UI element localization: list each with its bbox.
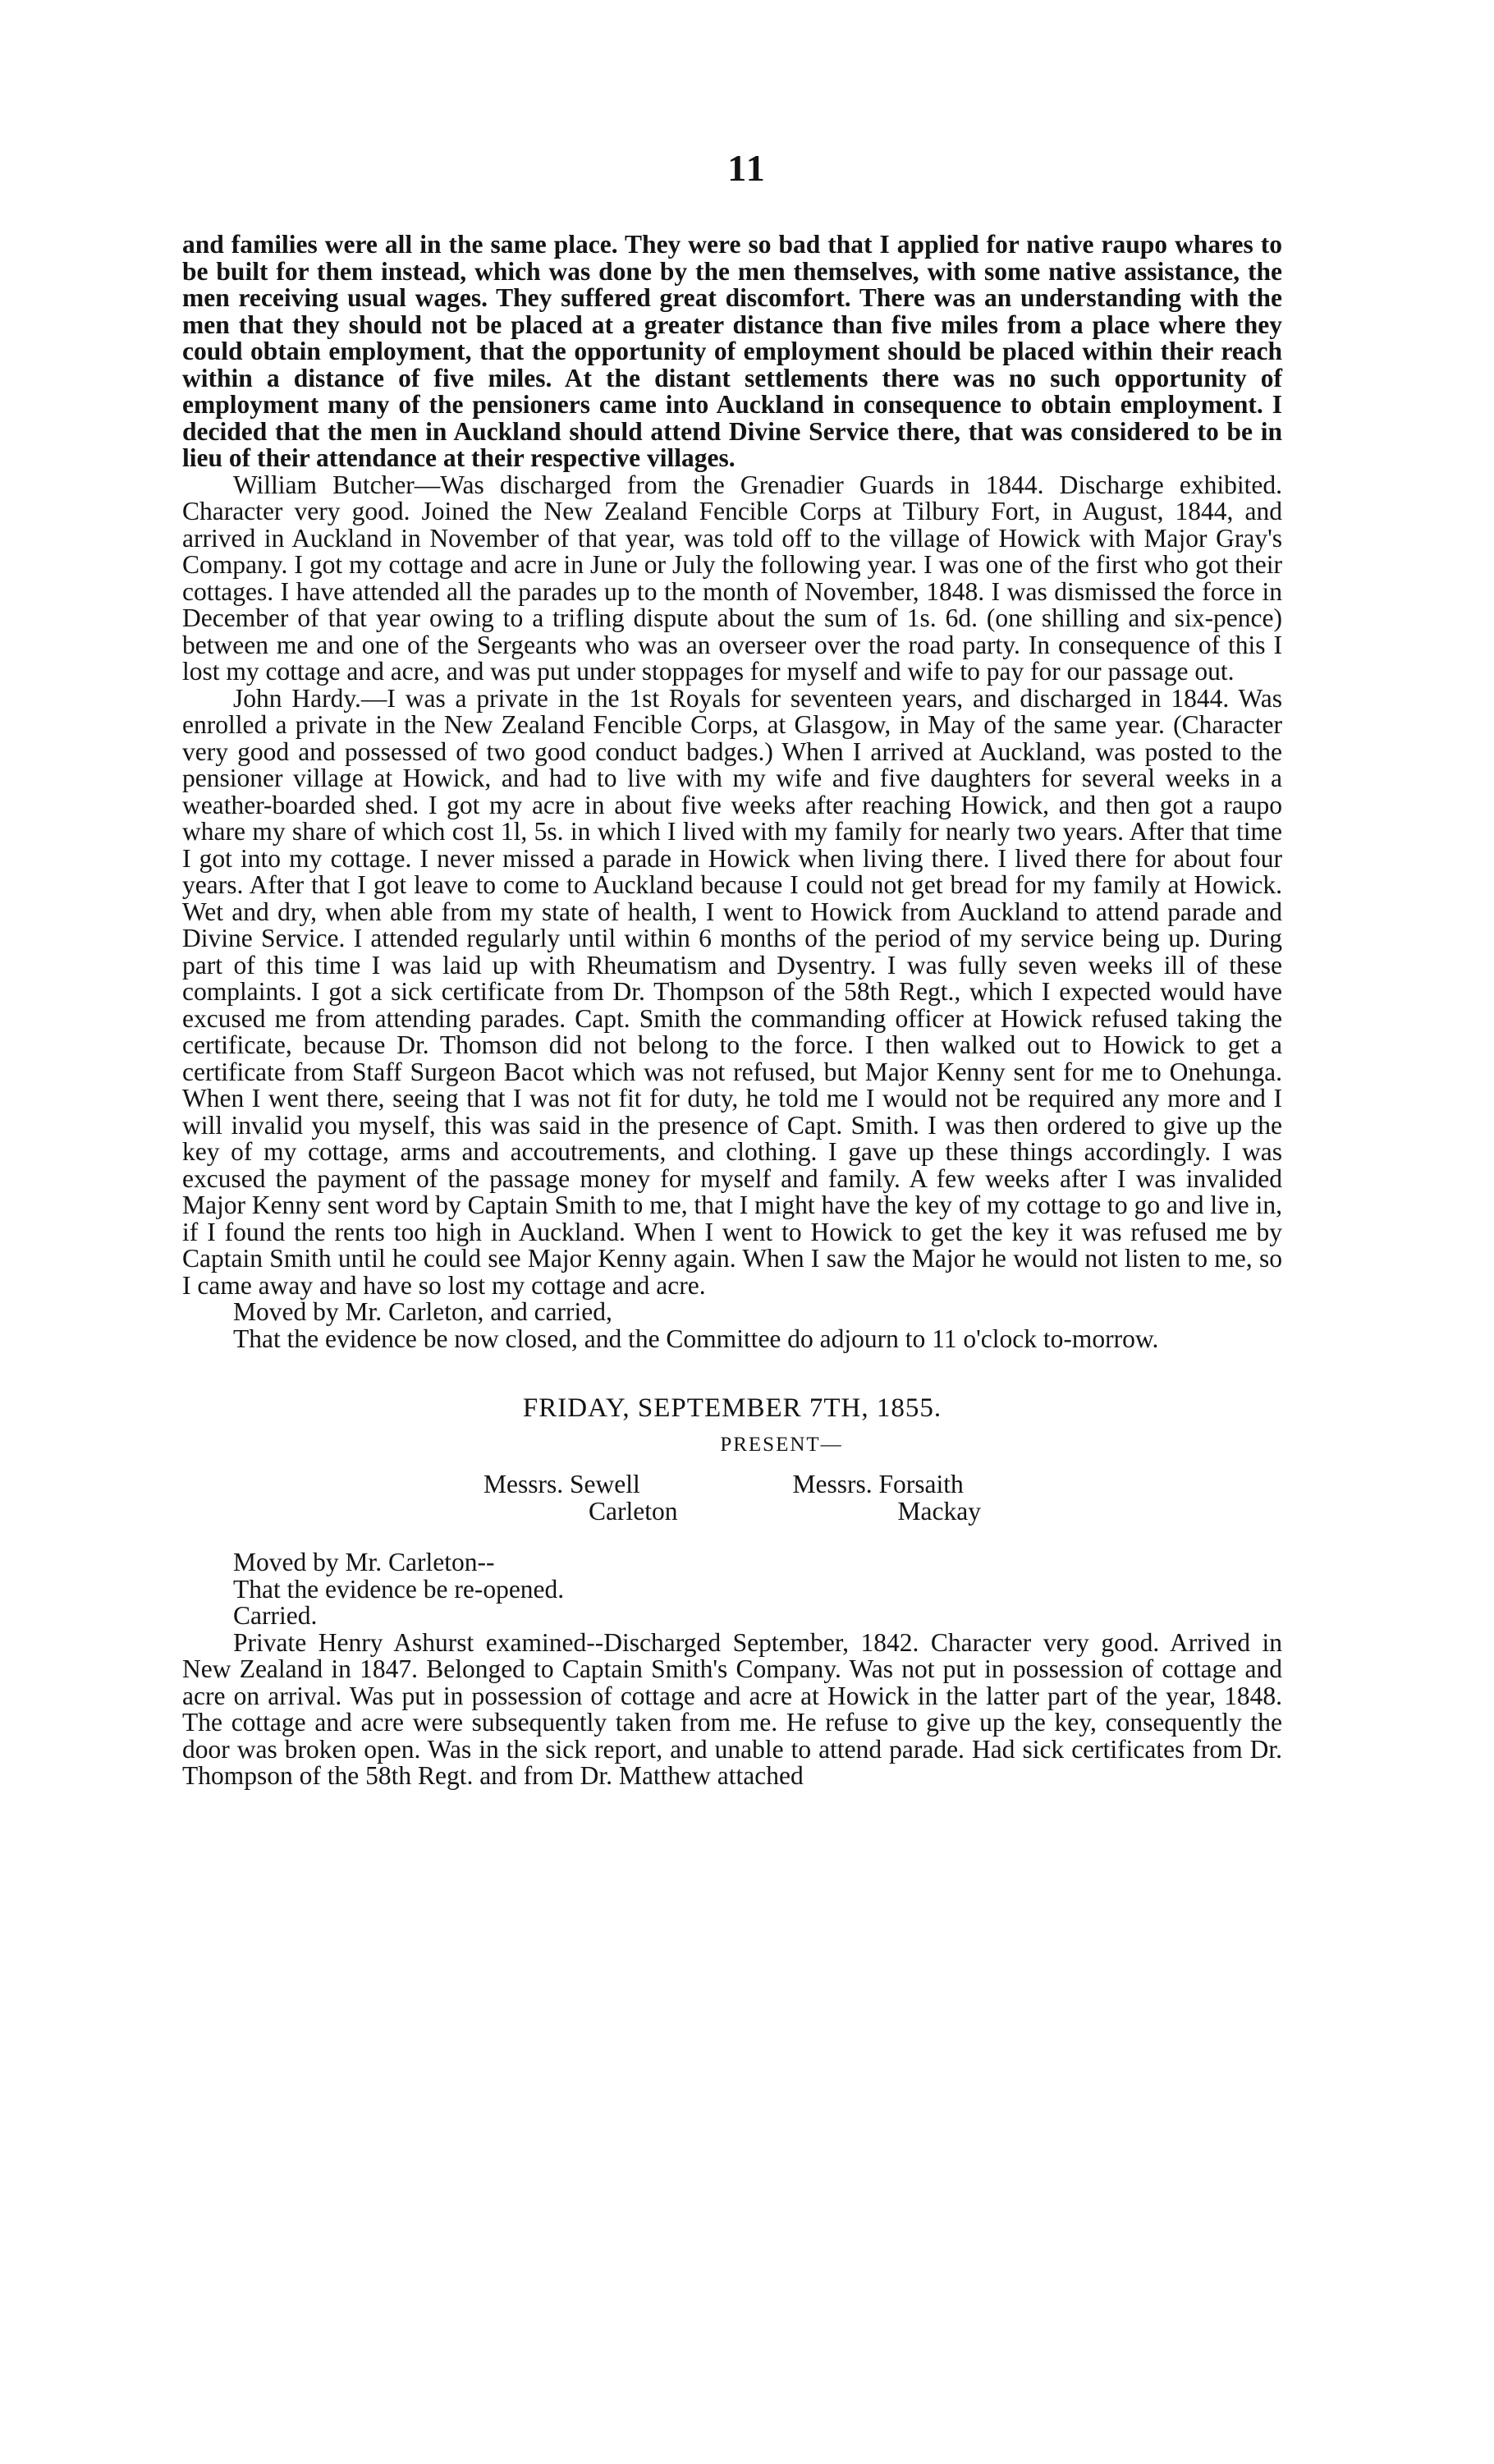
motion-moved: Moved by Mr. Carleton-- xyxy=(233,1548,495,1576)
member-name: Mackay xyxy=(897,1496,981,1526)
motion-resolution: That the evidence be re-opened. xyxy=(233,1574,565,1604)
paragraph-henry-ashurst: Private Henry Ashurst examined--Discharged September, 1842. Character very good. Arrived in New Zealand in 1847. Belonged to Captain Smith's Company. Was not put in possession of cottage and acre on arrival. Was put in possession of cottage and acre at Howick in the latter part of the year, 1848. The cottage and acre were subsequently taken from me. He refuse to give up the key, consequently the door was broken open. Was in the sick report, and unable to attend parade. Had sick certificates from Dr. Thompson of the 58th Regt. and from Dr. Matthew attached xyxy=(182,1627,1282,1790)
paragraph-continuation: and families were all in the same place. They were so bad that I applied for native raupo whares to be built for them instead, which was done by the men themselves, with some native assistance, the men receiving usual wages. They suffered great discomfort. There was an understanding with the men that they should not be placed at a greater distance than five miles from a place where they could obtain employment, that the opportunity of employment should be placed within their reach within a distance of five miles. At the distant settlements there was no such opportunity of employment many of the pensioners came into Auckland in consequence to obtain employment. I decided that the men in Auckland should attend Divine Service there, that was considered to be in lieu of their attendance at their respective villages. xyxy=(182,230,1282,472)
members-right-column xyxy=(793,1471,981,1525)
page-number: 11 xyxy=(727,147,767,189)
motion-resolution: That the evidence be now closed, and the Committee do adjourn to 11 o'clock to-morrow. xyxy=(233,1324,1159,1353)
member-name: Carleton xyxy=(589,1496,678,1526)
body-text xyxy=(182,232,1282,1790)
members-left-column xyxy=(483,1471,677,1525)
session-heading: FRIDAY, SEPTEMBER 7TH, 1855. xyxy=(522,1393,942,1423)
present-label: PRESENT— xyxy=(720,1433,843,1456)
members-present xyxy=(182,1471,1282,1525)
motion-moved: Moved by Mr. Carleton, and carried, xyxy=(233,1297,612,1326)
motion-result: Carried. xyxy=(233,1601,318,1630)
paragraph-william-butcher: William Butcher—Was discharged from the Grenadier Guards in 1844. Discharge exhibited. Character very good. Joined the New Zealand Fencible Corps at Tilbury Fort, in August, 1844, and arrived in Auckland in November of that year, was told off to the village of Howick with Major Gray's Company. I got my cottage and acre in June or July the following year. I was one of the first who got their cottages. I have attended all the parades up to the month of November, 1848. I was dismissed the force in December of that year owing to a trifling dispute about the sum of 1s. 6d. (one shilling and six-pence) between me and one of the Sergeants who was an overseer over the road party. In consequence of this I lost my cottage and acre, and was put under stoppages for myself and wife to pay for our passage out. xyxy=(182,470,1282,686)
member-name: Messrs. Forsaith xyxy=(792,1470,964,1498)
member-name: Messrs. Sewell xyxy=(483,1470,640,1498)
paragraph-john-hardy: John Hardy.—I was a private in the 1st Royals for seventeen years, and discharged in 1844. Was enrolled a private in the New Zealand Fencible Corps, at Glasgow, in May of the same year. (Character very good and possessed of two good conduct badges.) When I arrived at Auckland, was posted to the pensioner village at Howick, and had to live with my wife and five daughters for several weeks in a weather-boarded shed. I got my acre in about five weeks after reaching Howick, and then got a raupo whare my share of which cost 1l, 5s. in which I lived with my family for nearly two years. After that time I got into my cottage. I never missed a parade in Howick when living there. I lived there for about four years. After that I got leave to come to Auckland because I could not get bread for my family at Howick. Wet and dry, when able from my state of health, I went to Howick from Auckland to attend parade and Divine Service. I attended regularly until within 6 months of the period of my service being up. During part of this time I was laid up with Rheumatism and Dysentry. I was fully seven weeks ill of these complaints. I got a sick certificate from Dr. Thompson of the 58th Regt., which I expected would have excused me from attending parades. Capt. Smith the commanding officer at Howick refused taking the certificate, because Dr. Thomson did not belong to the force. I then walked out to Howick to get a certificate from Staff Surgeon Bacot which was not refused, but Major Kenny sent for me to Onehunga. When I went there, seeing that I was not fit for duty, he told me I would not be required any more and I will invalid you myself, this was said in the presence of Capt. Smith. I was then ordered to give up the key of my cottage, arms and accoutrements, and clothing. I gave up these things accordingly. I was excused the payment of the passage money for myself and family. A few weeks after I was invalided Major Kenny sent word by Captain Smith to me, that I might have the key of my cottage to go and live in, if I found the rents too high in Auckland. When I went to Howick to get the key it was refused me by Captain Smith until he could see Major Kenny again. When I saw the Major he would not listen to me, so I came away and have so lost my cottage and acre. xyxy=(182,683,1282,1300)
